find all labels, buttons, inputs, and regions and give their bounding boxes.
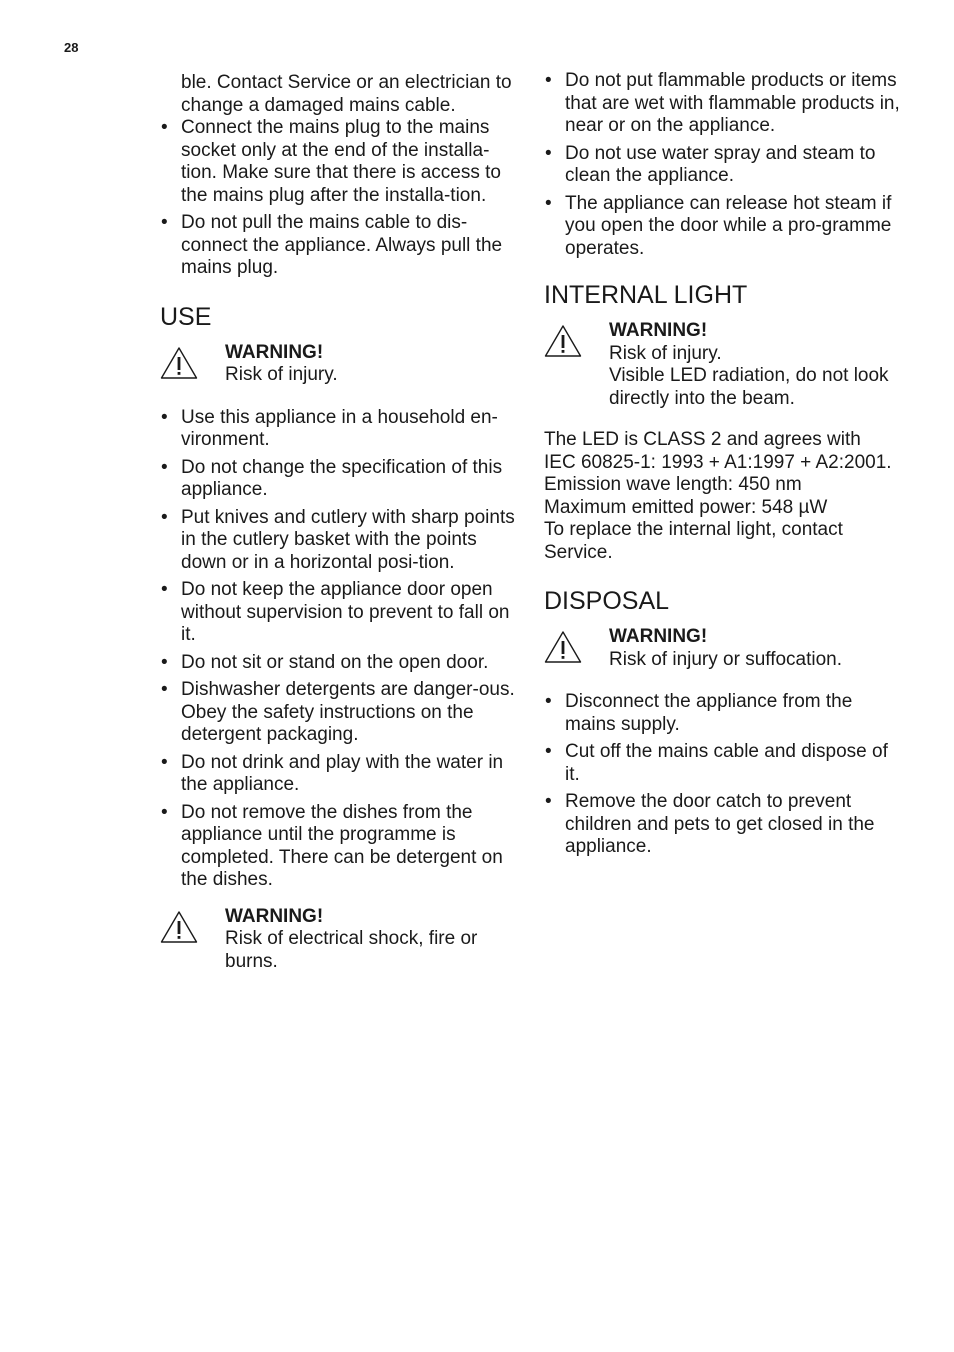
list-item: • Cut off the mains cable and dispose of it. — [544, 741, 904, 786]
list-item: • Do not use water spray and steam to clean the appliance. — [544, 143, 904, 188]
warning-triangle-icon — [160, 346, 198, 380]
warning-title: WARNING! — [609, 626, 708, 647]
list-item: • Disconnect the appliance from the mains supply. — [544, 691, 904, 736]
top-bullet-list — [544, 70, 904, 260]
list-item: • Do not keep the appliance door open without supervision to prevent to fall on it. — [160, 579, 516, 647]
list-item: • Do not pull the mains cable to dis-connect the appliance. Always pull the mains plug. — [160, 212, 516, 280]
warning-text: Risk of injury. — [609, 342, 722, 364]
left-column — [160, 70, 516, 973]
warning-box — [160, 342, 516, 387]
warning-text: Risk of injury or suffocation. — [609, 648, 843, 670]
intro-bullet-list — [160, 117, 516, 280]
warning-box — [544, 320, 904, 410]
warning-title: WARNING! — [225, 905, 324, 927]
warning-text: Visible LED radiation, do not look directly into the beam. — [609, 365, 889, 409]
list-item: • Do not drink and play with the water in the appliance. — [160, 752, 516, 797]
list-item: • Connect the mains plug to the mains socket only at the end of the installa-tion. Make sure that there is access to the mains plug after the installa-tion. — [160, 117, 516, 207]
list-item: • Use this appliance in a household en-vironment. — [160, 407, 516, 452]
page-number: 28 — [64, 40, 79, 55]
list-item: • The appliance can release hot steam if you open the door while a pro-gramme operates. — [544, 193, 904, 261]
list-item: • Put knives and cutlery with sharp points in the cutlery basket with the points down or in a horizontal posi-tion. — [160, 507, 516, 575]
warning-text: Risk of electrical shock, fire or burns. — [225, 928, 478, 972]
section-heading-disposal: DISPOSAL — [544, 587, 670, 615]
list-item: • Do not change the specification of this appliance. — [160, 457, 516, 502]
list-item: • Do not put flammable products or items that are wet with flammable products in, near or on the appliance. — [544, 70, 904, 138]
warning-box — [544, 626, 904, 671]
list-item: • Do not sit or stand on the open door. — [160, 652, 516, 675]
warning-box — [160, 906, 516, 974]
section-heading-internal-light: INTERNAL LIGHT — [544, 281, 748, 309]
disposal-bullet-list — [544, 691, 904, 859]
section-heading-use: USE — [160, 302, 212, 331]
list-item: • Do not remove the dishes from the appliance until the programme is completed. There can be detergent on the dishes. — [160, 802, 516, 892]
use-bullet-list — [160, 407, 516, 892]
list-item: • Remove the door catch to prevent children and pets to get closed in the appliance. — [544, 791, 904, 859]
led-info-line: Maximum emitted power: 548 µW — [544, 496, 828, 518]
warning-triangle-icon — [544, 324, 582, 358]
warning-title: WARNING! — [225, 341, 324, 363]
led-info-line: To replace the internal light, contact Service. — [544, 519, 843, 563]
led-info-line: Emission wave length: 450 nm — [544, 474, 802, 495]
list-item: • Dishwasher detergents are danger-ous. Obey the safety instructions on the detergent packaging. — [160, 679, 516, 747]
right-column — [544, 70, 904, 864]
led-info-line: The LED is CLASS 2 and agrees with — [544, 429, 861, 450]
warning-triangle-icon — [160, 910, 198, 944]
led-info-line: IEC 60825-1: 1993 + A1:1997 + A2:2001. — [544, 451, 892, 473]
warning-triangle-icon — [544, 630, 582, 664]
warning-title: WARNING! — [609, 320, 708, 341]
intro-continuation: ble. Contact Service or an electrician to change a damaged mains cable. — [181, 72, 512, 116]
led-info-block — [544, 429, 904, 564]
warning-text: Risk of injury. — [225, 364, 338, 385]
